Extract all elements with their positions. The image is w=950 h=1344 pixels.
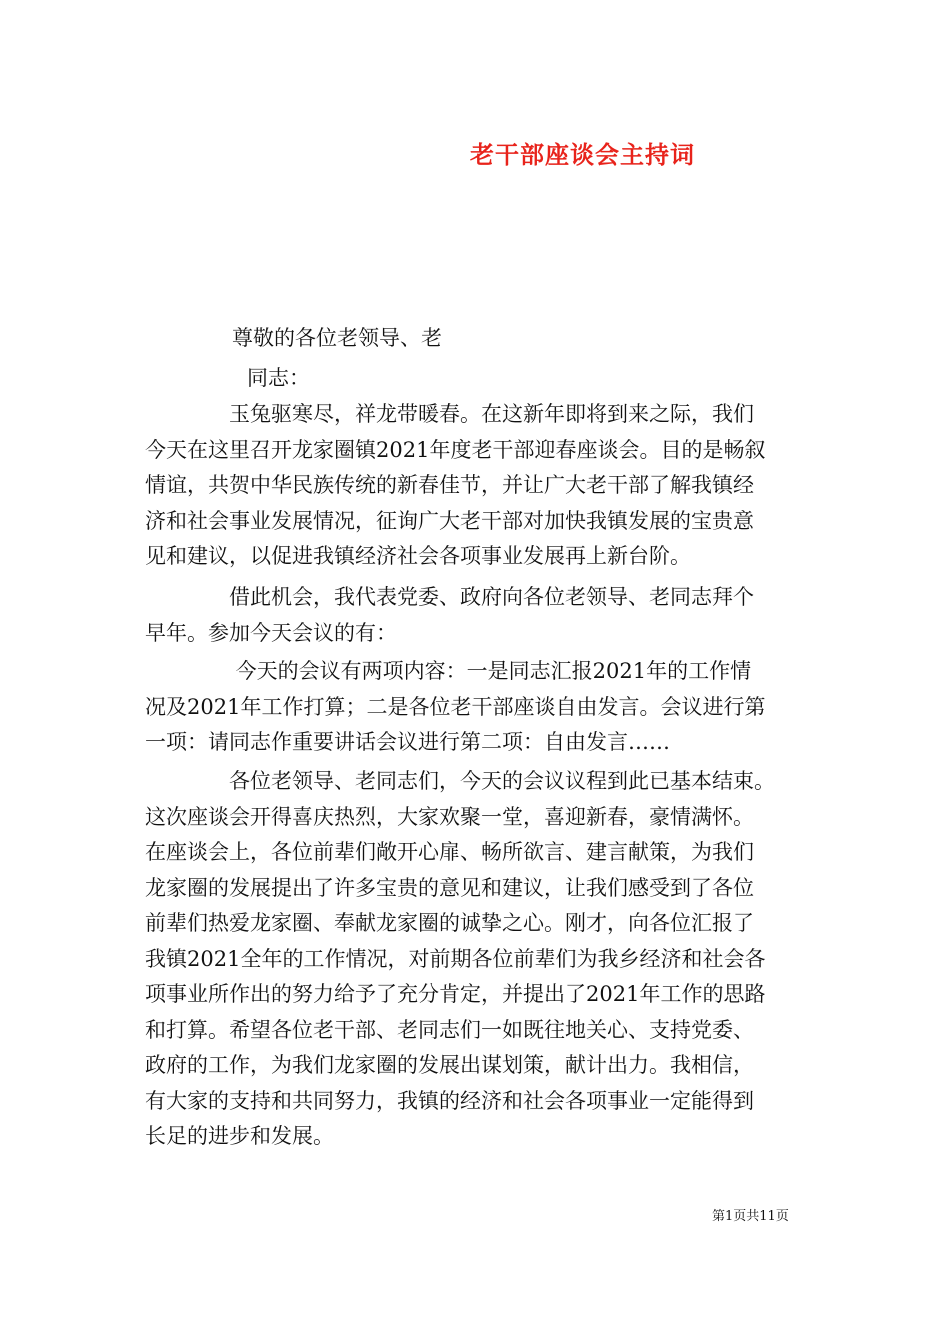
paragraph-line: 有大家的支持和共同努力，我镇的经济和社会各项事业一定能得到 [145, 1088, 754, 1113]
paragraph-line: 一项：请同志作重要讲话会议进行第二项：自由发言…… [145, 730, 670, 754]
paragraph-line: 项事业所作出的努力给予了充分肯定，并提出了2021年工作的思路 [145, 982, 766, 1006]
paragraph-line: 玉兔驱寒尽，祥龙带暖春。在这新年即将到来之际，我们 [145, 402, 754, 426]
paragraph-line: 前辈们热爱龙家圈、奉献龙家圈的诚挚之心。刚才，向各位汇报了 [145, 911, 754, 935]
paragraph-line: 各位老领导、老同志们，今天的会议议程到此已基本结束。 [145, 769, 775, 793]
paragraph-line: 政府的工作，为我们龙家圈的发展出谋划策，献计出力。我相信， [145, 1053, 754, 1077]
paragraph-line: 借此机会，我代表党委、政府向各位老领导、老同志拜个 [145, 585, 754, 609]
paragraph-line: 今天在这里召开龙家圈镇2021年度老干部迎春座谈会。目的是畅叙 [145, 437, 766, 462]
paragraph-4 [145, 764, 825, 1155]
greeting-line-2: 同志： [247, 366, 310, 390]
paragraph-3 [145, 654, 825, 761]
paragraph-line: 在座谈会上，各位前辈们敞开心扉、畅所欲言、建言献策，为我们 [145, 840, 754, 864]
paragraph-line: 情谊，共贺中华民族传统的新春佳节，并让广大老干部了解我镇经 [145, 473, 754, 497]
document-title: 老干部座谈会主持词 [470, 140, 695, 169]
paragraph-line: 和打算。希望各位老干部、老同志们一如既往地关心、支持党委、 [145, 1017, 754, 1042]
paragraph-line: 今天的会议有两项内容：一是同志汇报2021年的工作情 [145, 659, 752, 683]
page-footer: 第1页共11页 [712, 1209, 789, 1224]
paragraph-line: 况及2021年工作打算；二是各位老干部座谈自由发言。会议进行第 [145, 694, 766, 719]
paragraph-2 [145, 580, 825, 651]
paragraph-line: 我镇2021全年的工作情况，对前期各位前辈们为我乡经济和社会各 [145, 946, 766, 971]
paragraph-line: 长足的进步和发展。 [145, 1124, 334, 1148]
paragraph-line: 见和建议，以促进我镇经济社会各项事业发展再上新台阶。 [145, 544, 691, 568]
paragraph-line: 早年。参加今天会议的有： [145, 620, 397, 645]
paragraph-line: 这次座谈会开得喜庆热烈，大家欢聚一堂，喜迎新春，豪情满怀。 [145, 804, 754, 829]
paragraph-line: 济和社会事业发展情况，征询广大老干部对加快我镇发展的宝贵意 [145, 508, 754, 533]
paragraph-1 [145, 397, 825, 575]
greeting-line-1: 尊敬的各位老领导、老 [232, 326, 442, 350]
paragraph-line: 龙家圈的发展提出了许多宝贵的意见和建议，让我们感受到了各位 [145, 875, 754, 900]
